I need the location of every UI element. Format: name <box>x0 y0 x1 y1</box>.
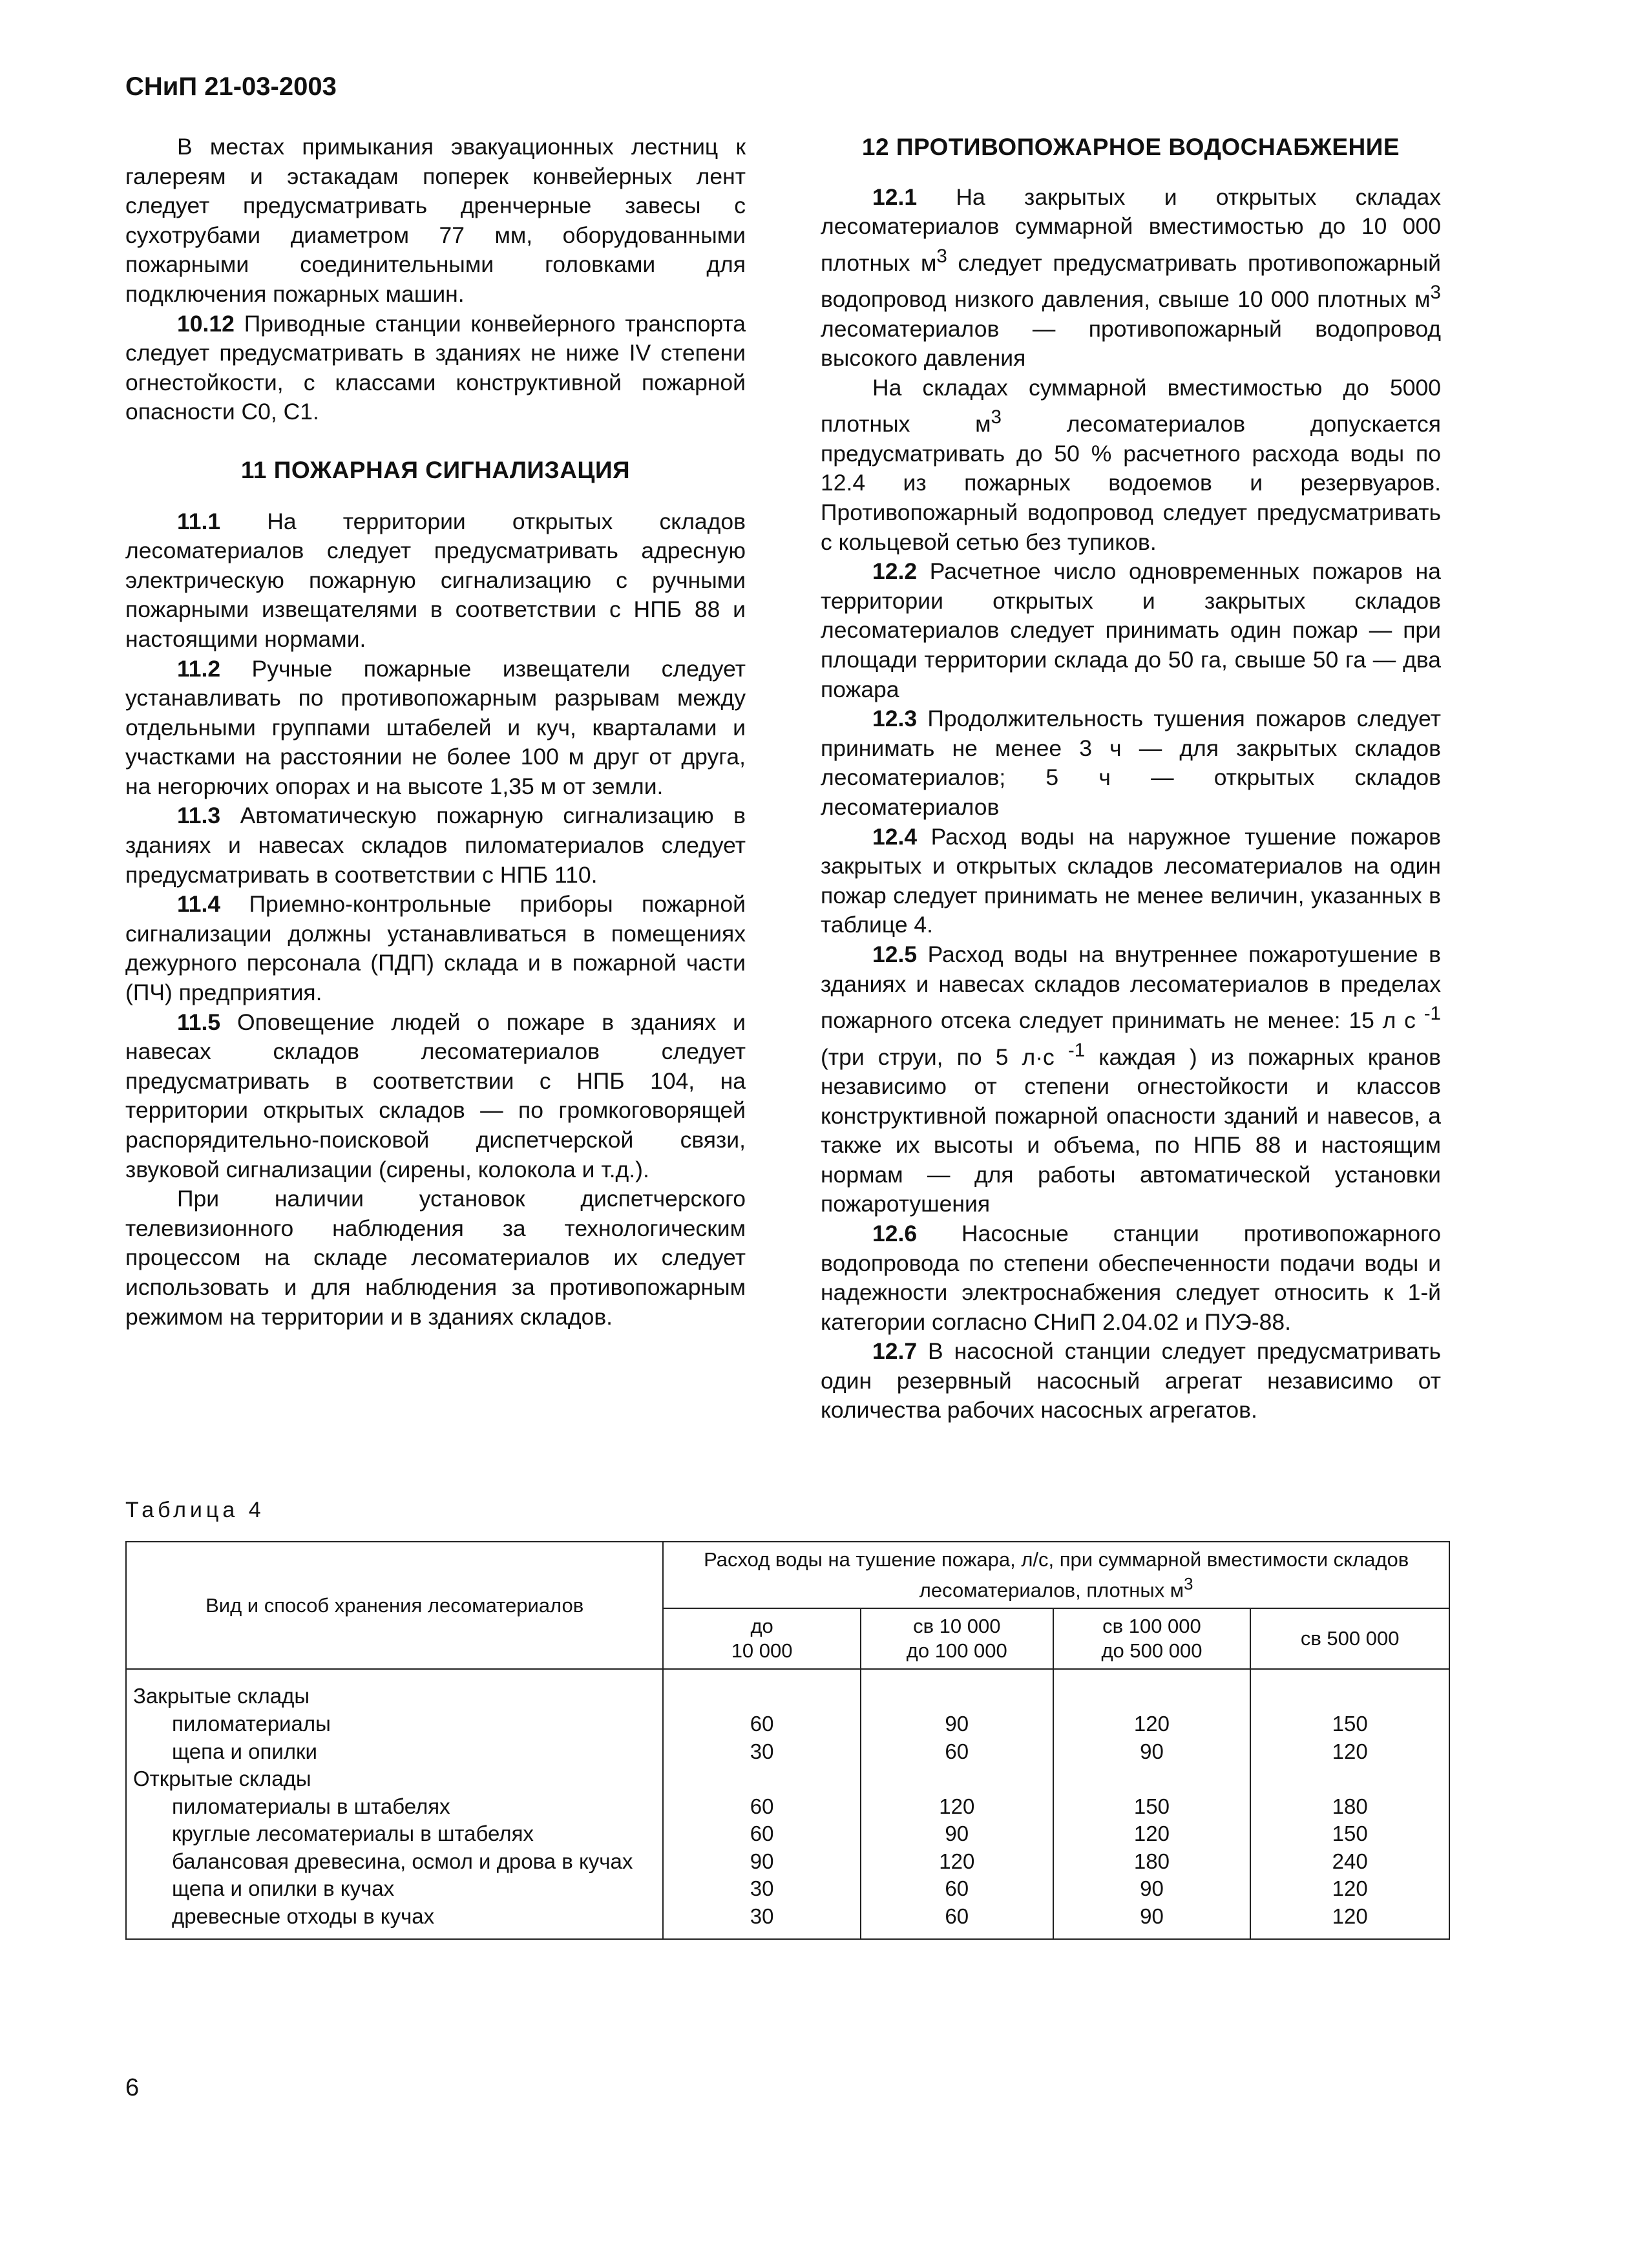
clause-text: каждая ) из пожарных кранов независимо от степени огнестойкости и классов конструктивной пожарной опасности зданий и навесов, а также их высоты и объема, по НПБ 88 и настоящим нормам — для работы автоматической установки пожаротушения <box>821 1044 1441 1217</box>
subcolumn-line: до <box>750 1615 773 1638</box>
paragraph-tv-observation: При наличии установок диспетчерского телевизионного наблюдения за технологическим процессом на складе лесоматериалов их следует использовать и для наблюдения за противопожарным режимом на территории и в зданиях складов. <box>125 1186 746 1330</box>
column-header-storage-type <box>126 1542 663 1669</box>
clause-number: 10.12 <box>177 310 235 337</box>
table-cell: 90 <box>1053 1875 1251 1903</box>
clause-text: На складах суммарной вместимостью до 5000 плотных м <box>821 374 1441 437</box>
superscript: 3 <box>936 245 947 267</box>
paragraph-10-12 <box>125 310 746 427</box>
clause-text: следует предусматривать противопожарный водопровод низкого давления, свыше 10 000 плотных м <box>821 249 1441 313</box>
table-body <box>126 1669 1449 1938</box>
paragraph-12-4 <box>821 823 1441 940</box>
clause-text: На закрытых и открытых складах лесоматериалов суммарной вместимостью до 10 000 плотных м <box>821 184 1441 276</box>
paragraph-12-7 <box>821 1337 1441 1425</box>
subcolumn-line: 10 000 <box>731 1639 793 1663</box>
subcolumn-header <box>663 1608 861 1669</box>
row-label: круглые лесоматериалы в штабелях <box>126 1820 663 1848</box>
paragraph-12-1 <box>821 183 1441 373</box>
clause-text: Оповещение людей о пожаре в зданиях и навесах складов лесоматериалов следует предусматривать в соответствии с НПБ 104, на территории открытых складов — по громкоговорящей распорядительно-поисковой диспетчерской связи, звуковой сигнализации (сирены, колокола и т.д.). <box>125 1009 746 1182</box>
table-cell: 150 <box>1053 1793 1251 1821</box>
table-row <box>126 1710 1449 1738</box>
table-cell: 30 <box>663 1903 861 1939</box>
subcolumn-line: св 100 000 <box>1102 1615 1201 1638</box>
subcolumn-header <box>1250 1608 1449 1669</box>
paragraph-12-3 <box>821 704 1441 822</box>
column-header-text: Вид и способ хранения лесоматериалов <box>205 1593 584 1617</box>
clause-text: Ручные пожарные извещатели следует устанавливать по противопожарным разрывам между отдельными группами штабелей и куч, кварталами и участками на расстоянии не более 100 м друг от друга, на негорючих опорах и на высоте 1,35 м от земли. <box>125 655 746 799</box>
paragraph-11-2 <box>125 655 746 802</box>
table-cell: 120 <box>861 1793 1053 1821</box>
paragraph-12-5 <box>821 940 1441 1219</box>
table-cell: 60 <box>663 1820 861 1848</box>
paragraph-12-1-continued <box>821 373 1441 557</box>
table-cell: 60 <box>861 1875 1053 1903</box>
clause-text: Автоматическую пожарную сигнализацию в зданиях и навесах складов пиломатериалов следует предусматривать в соответствии с НПБ 110. <box>125 803 746 888</box>
row-label: щепа и опилки <box>126 1738 663 1766</box>
table-cell: 90 <box>861 1710 1053 1738</box>
table-cell: 120 <box>1250 1738 1449 1766</box>
column-header-text: Расход воды на тушение пожара, л/с, при суммарной вместимости складов лесоматериалов, плотных м <box>704 1548 1409 1602</box>
table-cell: 90 <box>1053 1738 1251 1766</box>
table-cell: 180 <box>1250 1793 1449 1821</box>
table-row <box>126 1820 1449 1848</box>
subcolumn-line: до 100 000 <box>906 1639 1007 1663</box>
clause-number: 12.4 <box>872 823 918 850</box>
clause-text: лесоматериалов допускается предусматривать до 50 % расчетного расхода воды по 12.4 из пожарных водоемов и резервуаров. Противопожарный водопровод следует предусматривать с кольцевой сетью без тупиков. <box>821 411 1441 555</box>
table-cell <box>861 1765 1053 1793</box>
category-label: Открытые склады <box>126 1765 663 1793</box>
table-cell: 180 <box>1053 1848 1251 1876</box>
clause-text: На территории открытых складов лесоматериалов следует предусматривать адресную электрическую пожарную сигнализацию с ручными пожарными извещателями в соответствии с НПБ 88 и настоящими нормами. <box>125 508 746 652</box>
clause-number: 12.2 <box>872 558 918 585</box>
subcolumn-header <box>861 1608 1053 1669</box>
category-label: Закрытые склады <box>126 1669 663 1710</box>
table-cell: 90 <box>1053 1903 1251 1939</box>
table-cell <box>663 1765 861 1793</box>
table-row <box>126 1875 1449 1903</box>
subcolumn-line: св 10 000 <box>913 1615 1001 1638</box>
table-row <box>126 1848 1449 1876</box>
table-cell: 60 <box>861 1903 1053 1939</box>
subcolumn-line: до 500 000 <box>1101 1639 1203 1663</box>
clause-number: 12.6 <box>872 1220 918 1246</box>
clause-number: 11.5 <box>177 1009 221 1035</box>
paragraph-galleries: В местах примыкания эвакуационных лестниц к галереям и эстакадам поперек конвейерных лент следует предусматривать дренчерные завесы с сухотрубами диаметром 77 мм, оборудованными пожарными соединительными головками для подключения пожарных машин. <box>125 134 746 307</box>
table-cell <box>1053 1669 1251 1710</box>
superscript: 3 <box>991 406 1002 428</box>
superscript: -1 <box>1423 1003 1441 1025</box>
table-cell: 60 <box>861 1738 1053 1766</box>
paragraph-11-1 <box>125 507 746 655</box>
table-cell <box>1250 1669 1449 1710</box>
row-label: пиломатериалы в штабелях <box>126 1793 663 1821</box>
table-cell <box>663 1669 861 1710</box>
table-cell: 60 <box>663 1710 861 1738</box>
clause-text: Расчетное число одновременных пожаров на территории открытых и закрытых складов лесоматериалов следует принимать один пожар — при площади территории склада до 50 га, свыше 50 га — два пожара <box>821 558 1442 702</box>
table-cell: 150 <box>1250 1820 1449 1848</box>
clause-number: 11.2 <box>177 655 221 682</box>
column-group-header <box>663 1542 1449 1608</box>
table-row <box>126 1765 1449 1793</box>
subcolumn-line: св 500 000 <box>1300 1627 1400 1650</box>
table-cell <box>1250 1765 1449 1793</box>
water-flow-table <box>125 1541 1450 1940</box>
table-cell: 120 <box>1250 1903 1449 1939</box>
table-cell: 30 <box>663 1738 861 1766</box>
table-row <box>126 1793 1449 1821</box>
table-row <box>126 1669 1449 1710</box>
paragraph-11-3 <box>125 801 746 890</box>
clause-text: Продолжительность тушения пожаров следует принимать не менее 3 ч — для закрытых складов лесоматериалов; 5 ч — открытых складов лесоматериалов <box>821 706 1441 820</box>
table-row <box>126 1903 1449 1939</box>
clause-text: Приемно-контрольные приборы пожарной сигнализации должны устанавливаться в помещениях дежурного персонала (ПДП) склада и в пожарной части (ПЧ) предприятия. <box>125 891 746 1006</box>
table-cell <box>1053 1765 1251 1793</box>
section-11-title: 11 ПОЖАРНАЯ СИГНАЛИЗАЦИЯ <box>240 456 631 483</box>
clause-text: Насосные станции противопожарного водопровода по степени обеспеченности подачи воды и надежности электроснабжения следует относить к 1-й категории согласно СНиП 2.04.02 и ПУЭ-88. <box>821 1220 1441 1335</box>
table-cell: 120 <box>1053 1820 1251 1848</box>
table-caption: Таблица 4 <box>125 1498 265 1522</box>
document-code: СНиП 21-03-2003 <box>125 72 337 101</box>
row-label: древесные отходы в кучах <box>126 1903 663 1939</box>
clause-text: Приводные станции конвейерного транспорта следует предусматривать в зданиях не ниже IV степени огнестойкости, с классами конструктивной пожарной опасности С0, С1. <box>125 310 746 425</box>
table-row <box>126 1738 1449 1766</box>
section-12-title: 12 ПРОТИВОПОЖАРНОЕ ВОДОСНАБЖЕНИЕ <box>861 134 1400 160</box>
clause-number: 11.4 <box>177 891 221 918</box>
clause-number: 12.7 <box>872 1338 918 1365</box>
superscript: 3 <box>1430 282 1441 304</box>
table-cell: 120 <box>1053 1710 1251 1738</box>
table-cell: 120 <box>861 1848 1053 1876</box>
right-column <box>821 132 1441 1425</box>
superscript: -1 <box>1067 1039 1086 1061</box>
table-cell: 90 <box>663 1848 861 1876</box>
subcolumn-header <box>1053 1608 1251 1669</box>
paragraph-11-4 <box>125 890 746 1007</box>
table-cell <box>861 1669 1053 1710</box>
table-cell: 30 <box>663 1875 861 1903</box>
paragraph-12-2 <box>821 557 1441 704</box>
clause-text: (три струи, по 5 л·с <box>821 1044 1068 1070</box>
clause-number: 12.5 <box>872 941 918 967</box>
clause-text: лесоматериалов — противопожарный водопровод высокого давления <box>821 315 1441 372</box>
table-cell: 240 <box>1250 1848 1449 1876</box>
superscript: 3 <box>1184 1575 1193 1593</box>
row-label: пиломатериалы <box>126 1710 663 1738</box>
clause-number: 11.1 <box>177 508 221 534</box>
table-cell: 60 <box>663 1793 861 1821</box>
clause-number: 12.3 <box>872 706 918 732</box>
clause-text: Расход воды на внутреннее пожаротушение в зданиях и навесах складов лесоматериалов в пределах пожарного отсека следует принимать не менее: 15 л с <box>821 941 1441 1033</box>
table-cell: 90 <box>861 1820 1053 1848</box>
page-number: 6 <box>125 2074 140 2101</box>
row-label: балансовая древесина, осмол и дрова в кучах <box>126 1848 663 1876</box>
paragraph-12-6 <box>821 1219 1441 1337</box>
clause-text: В насосной станции следует предусматривать один резервный насосный агрегат независимо от количества рабочих насосных агрегатов. <box>821 1338 1441 1423</box>
clause-number: 12.1 <box>872 184 918 210</box>
table-cell: 120 <box>1250 1875 1449 1903</box>
left-column <box>125 132 746 1332</box>
table-cell: 150 <box>1250 1710 1449 1738</box>
clause-number: 11.3 <box>177 803 221 829</box>
paragraph-11-5 <box>125 1008 746 1185</box>
row-label: щепа и опилки в кучах <box>126 1875 663 1903</box>
clause-text: Расход воды на наружное тушение пожаров закрытых и открытых складов лесоматериалов на один пожар следует принимать не менее величин, указанных в таблице 4. <box>821 823 1441 938</box>
